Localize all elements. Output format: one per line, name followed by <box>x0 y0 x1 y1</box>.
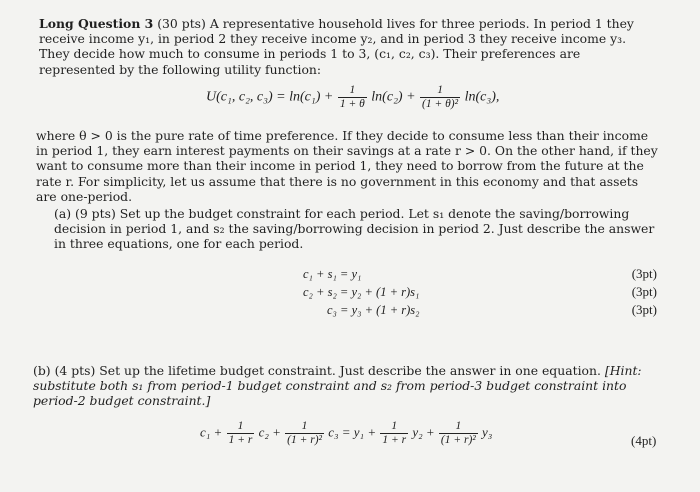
lbc-frac-3-den: 1 + r <box>382 434 407 446</box>
utility-frac-2 <box>420 84 460 111</box>
part-a-label: (a) <box>54 206 72 221</box>
part-a-points-1: (3pt) <box>631 266 657 281</box>
question-intro <box>39 16 659 77</box>
question-title: Long Question 3 <box>39 16 154 31</box>
lbc-y2: y₂ + <box>412 424 435 440</box>
utility-end: ln(c₃), <box>464 89 500 105</box>
part-a-points-2: (3pt) <box>631 284 657 299</box>
utility-function <box>206 84 499 111</box>
lifetime-budget-equation <box>200 420 492 447</box>
utility-frac-1-den: 1 + θ <box>339 98 365 110</box>
part-a-equations <box>303 265 420 319</box>
part-a-text: (9 pts) Set up the budget constraint for each period. Let s₁ denote the saving/borrowing decision in period 1, and s₂ the saving/borrowing decision in period 2. Just describe the answer in three equations, one for each period. <box>54 206 655 252</box>
utility-frac-1-num: 1 <box>338 84 367 98</box>
part-a-prompt <box>54 206 660 252</box>
part-b-prompt <box>33 363 665 409</box>
lbc-c1: c₁ + <box>200 424 223 440</box>
part-a-equation-2: c₂ + s₂ = y₂ + (1 + r)s₁ <box>303 285 420 299</box>
lbc-frac-4-den: (1 + r)² <box>440 434 476 446</box>
lbc-c2: c₂ + <box>258 424 281 440</box>
lbc-frac-4-num: 1 <box>439 420 478 434</box>
lbc-frac-2-num: 1 <box>285 420 324 434</box>
lbc-frac-2 <box>285 420 324 447</box>
lbc-y3: y₃ <box>482 424 493 440</box>
utility-mid: ln(c₂) + <box>371 89 416 105</box>
lbc-frac-4 <box>439 420 478 447</box>
utility-frac-2-num: 1 <box>420 84 460 98</box>
lbc-frac-3 <box>380 420 408 447</box>
part-b-hint: [Hint: substitute both s₁ from period-1 budget constraint and s₂ from period-3 budget constraint into period-2 budget constraint.] <box>33 363 642 409</box>
part-b-label: (b) <box>33 363 51 378</box>
part-a-points-3: (3pt) <box>631 302 657 317</box>
part-a-equation-3: c₃ = y₃ + (1 + r)s₂ <box>327 303 420 317</box>
part-a-equation-1: c₁ + s₁ = y₁ <box>303 267 362 281</box>
part-b-points: (4pt) <box>631 433 657 448</box>
lbc-frac-2-den: (1 + r)² <box>287 434 322 446</box>
lbc-frac-3-num: 1 <box>380 420 408 434</box>
question-points: (30 pts) <box>157 16 206 31</box>
lbc-frac-1 <box>227 420 255 447</box>
question-intro-text: A representative household lives for three periods. In period 1 they receive income y₁, in period 2 they receive income y₂, and in period 3 they receive income y₃. They decide how much to consume in periods 1 to 3, (c₁, c₂, c₃). Their preferences are represented by the following utility function: <box>39 16 634 77</box>
part-b-text: (4 pts) Set up the lifetime budget constraint. Just describe the answer in one equation. <box>54 363 601 378</box>
utility-lhs: U(c₁, c₂, c₃) = ln(c₁) + <box>206 89 334 105</box>
part-a-points-column <box>615 265 657 319</box>
utility-frac-1 <box>338 84 367 111</box>
lbc-c3: c₃ = y₁ + <box>328 424 377 440</box>
lbc-frac-1-num: 1 <box>227 420 255 434</box>
utility-frac-2-den: (1 + θ)² <box>422 98 459 110</box>
lbc-frac-1-den: 1 + r <box>228 434 253 446</box>
where-paragraph: where θ > 0 is the pure rate of time preference. If they decide to consume less than their income in period 1, they earn interest payments on their savings at a rate r > 0. On the other hand, if they want to consume more than their income in period 1, they need to borrow from the future at the rate r. For simplicity, let us assume that there is no government in this economy and that assets are one-period. <box>36 128 658 204</box>
